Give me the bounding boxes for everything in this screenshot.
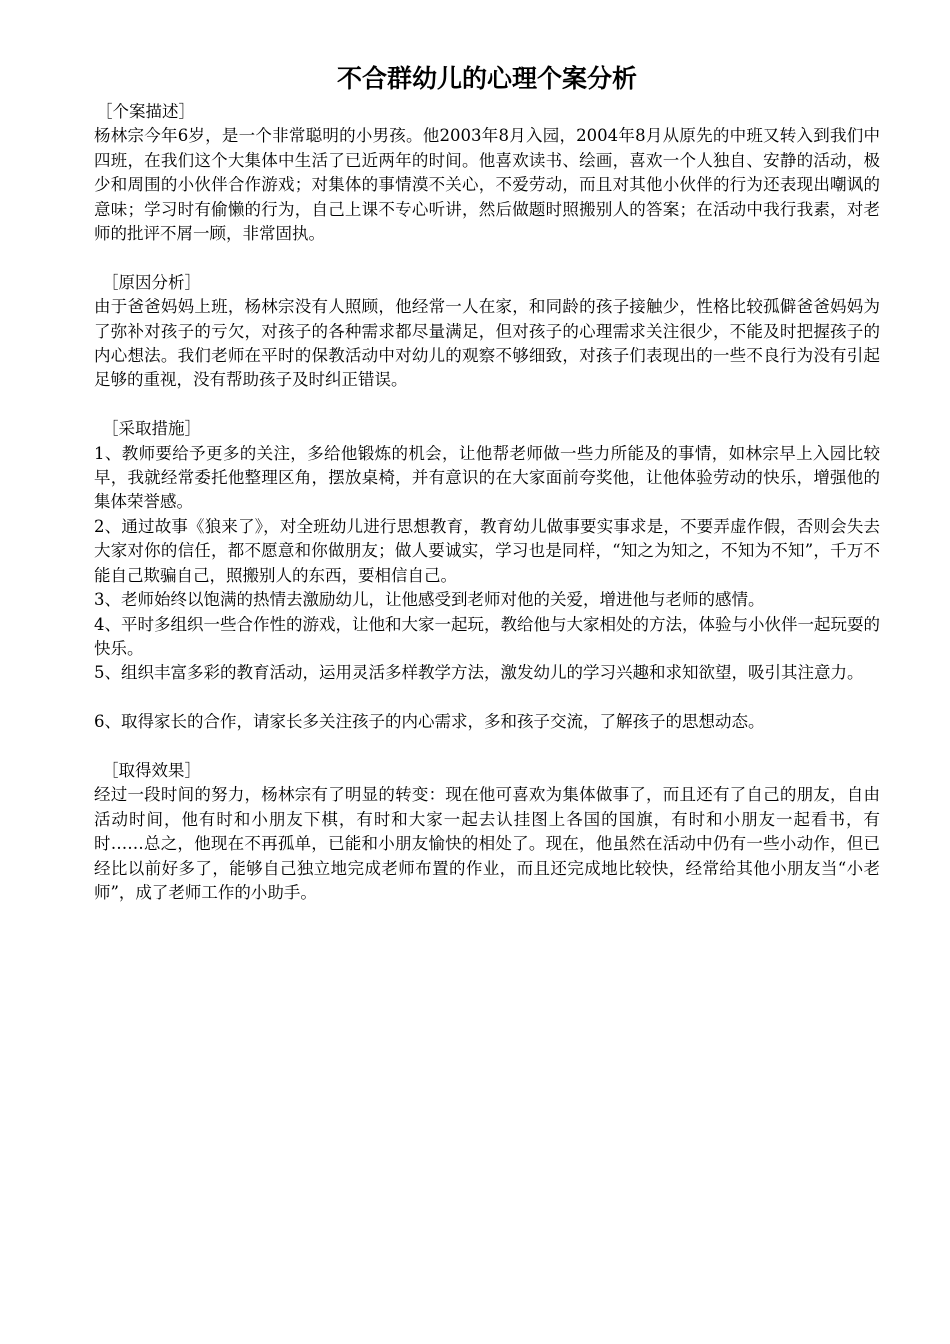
section-measures — [94, 417, 880, 734]
section-results — [94, 759, 880, 905]
blank-line — [94, 246, 880, 270]
section-heading: ［取得效果］ — [102, 760, 201, 780]
list-item: 5、组织丰富多彩的教育活动，运用灵活多样教学方法，激发幼儿的学习兴趣和求知欲望，吸引其注意力。 — [94, 663, 864, 683]
section-heading: ［个案描述］ — [96, 102, 195, 121]
list-item: 2、通过故事《狼来了》，对全班幼儿进行思想教育，教育幼儿做事要实事求是，不要弄虚作假，否则会失去大家对你的信任，都不愿意和你做朋友；做人要诚实，学习也是同样，“知之为知之，不知为不知”，千万不能自己欺骗自己，照搬别人的东西，要相信自己。 — [94, 516, 880, 585]
list-item: 3、老师始终以饱满的热情去激励幼儿，让他感受到老师对他的关爱，增进他与老师的感情。 — [94, 590, 765, 610]
section-heading: ［原因分析］ — [102, 272, 201, 292]
list-item: 4、平时多组织一些合作性的游戏，让他和大家一起玩，教给他与大家相处的方法，体验与小伙伴一起玩耍的快乐。 — [94, 614, 880, 658]
document-page — [94, 62, 880, 905]
paragraph: 由于爸爸妈妈上班，杨林宗没有人照顾，他经常一人在家，和同龄的孩子接触少，性格比较孤僻爸爸妈妈为了弥补对孩子的亏欠，对孩子的各种需求都尽量满足，但对孩子的心理需求关注很少，不能及时把握孩子的内心想法。我们老师在平时的保教活动中对幼儿的观察不够细致，对孩子们表现出的一些不良行为没有引起足够的重视，没有帮助孩子及时纠正错误。 — [94, 297, 880, 390]
list-item: 6、取得家长的合作，请家长多关注孩子的内心需求，多和孩子交流，了解孩子的思想动态。 — [94, 712, 765, 732]
blank-line — [94, 735, 880, 759]
page-title: 不合群幼儿的心理个案分析 — [336, 64, 637, 93]
section-heading: ［采取措施］ — [102, 419, 201, 439]
blank-line — [94, 393, 880, 417]
blank-line — [94, 686, 880, 710]
section-cause-analysis — [94, 271, 880, 393]
paragraph: 杨林宗今年6岁，是一个非常聪明的小男孩。他2003年8月入园，2004年8月从原先的中班又转入到我们中四班，在我们这个大集体中生活了已近两年的时间。他喜欢读书、绘画，喜欢一个人独自、安静的活动，极少和周围的小伙伴合作游戏；对集体的事情漠不关心，不爱劳动，而且对其他小伙伴的行为还表现出嘲讽的意味；学习时有偷懒的行为，自己上课不专心听讲，然后做题时照搬别人的答案；在活动中我行我素，对老师的批评不屑一顾，非常固执。 — [94, 126, 880, 244]
paragraph: 经过一段时间的努力，杨林宗有了明显的转变：现在他可喜欢为集体做事了，而且还有了自己的朋友，自由活动时间，他有时和小朋友下棋，有时和大家一起去认挂图上各国的国旗，有时和小朋友一起看书，有时……总之，他现在不再孤单，已能和小朋友愉快的相处了。现在，他虽然在活动中仍有一些小动作，但已经比以前好多了，能够自己独立地完成老师布置的作业，而且还完成地比较快，经常给其他小朋友当“小老师”，成了老师工作的小助手。 — [94, 785, 880, 902]
list-item: 1、教师要给予更多的关注，多给他锻炼的机会，让他帮老师做一些力所能及的事情，如林宗早上入园比较早，我就经常委托他整理区角，摆放桌椅，并有意识的在大家面前夸奖他，让他体验劳动的快乐，增强他的集体荣誉感。 — [94, 443, 880, 512]
section-case-description — [94, 100, 880, 246]
